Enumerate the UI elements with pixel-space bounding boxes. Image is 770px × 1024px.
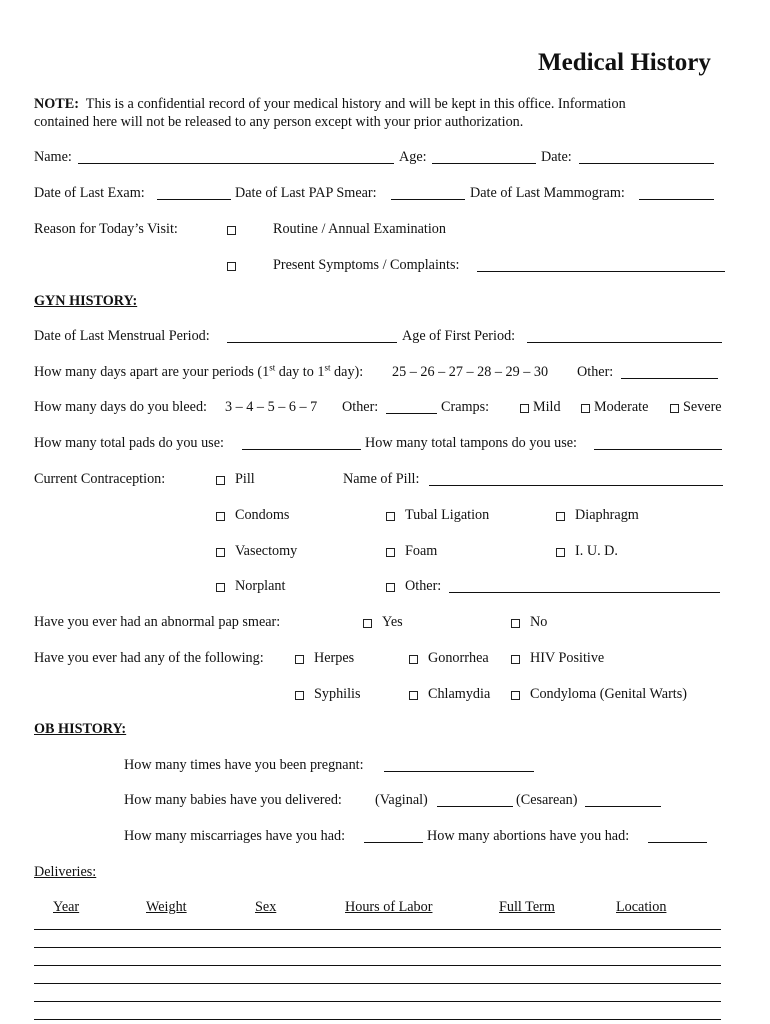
page-title: Medical History	[538, 49, 711, 76]
syphilis-label: Syphilis	[314, 686, 361, 702]
column-hours-of-labor: Hours of Labor	[345, 899, 433, 915]
hiv-checkbox[interactable]	[511, 655, 520, 664]
lmp-label: Date of Last Menstrual Period:	[34, 328, 210, 344]
symptoms-label: Present Symptoms / Complaints:	[273, 257, 460, 273]
cycle-question	[34, 363, 363, 381]
date-field[interactable]	[579, 163, 714, 164]
tubal-ligation-label: Tubal Ligation	[405, 507, 490, 523]
date-label: Date:	[541, 149, 572, 165]
note-text-2: contained here will not be released to any person except with your prior authorization.	[34, 114, 524, 130]
name-field[interactable]	[78, 163, 394, 164]
deliveries-heading: Deliveries:	[34, 864, 97, 880]
symptoms-checkbox[interactable]	[227, 262, 236, 271]
chlamydia-checkbox[interactable]	[409, 691, 418, 700]
last-pap-field[interactable]	[391, 199, 465, 200]
pads-question: How many total pads do you use:	[34, 435, 224, 451]
note-text-1: This is a confidential record of your medical history and will be kept in this office. Information	[85, 96, 626, 112]
pap-yes-label: Yes	[382, 614, 403, 630]
delivery-row[interactable]	[34, 1019, 721, 1020]
other-contraception-label: Other:	[405, 578, 442, 594]
abortions-field[interactable]	[648, 842, 707, 843]
pill-checkbox[interactable]	[216, 476, 225, 485]
tampons-field[interactable]	[594, 449, 722, 450]
bleed-options[interactable]: 3 – 4 – 5 – 6 – 7	[225, 399, 318, 415]
gonorrhea-label: Gonorrhea	[428, 650, 489, 666]
symptoms-field[interactable]	[477, 271, 725, 272]
iud-checkbox[interactable]	[556, 548, 565, 557]
syphilis-checkbox[interactable]	[295, 691, 304, 700]
cramps-mild-label: Mild	[533, 399, 561, 415]
pap-yes-checkbox[interactable]	[363, 619, 372, 628]
visit-reason-label: Reason for Today’s Visit:	[34, 221, 178, 237]
condoms-label: Condoms	[235, 507, 290, 523]
column-location: Location	[616, 899, 667, 915]
last-exam-field[interactable]	[157, 199, 231, 200]
cramps-label: Cramps:	[441, 399, 490, 415]
other-contraception-checkbox[interactable]	[386, 583, 395, 592]
pill-label: Pill	[235, 471, 255, 487]
cycle-superscript-1: st	[269, 362, 276, 373]
iud-label: I. U. D.	[575, 543, 618, 559]
cycle-other-label: Other:	[577, 364, 614, 380]
cramps-severe-checkbox[interactable]	[670, 404, 679, 413]
bleed-other-label: Other:	[342, 399, 379, 415]
pregnant-question: How many times have you been pregnant:	[124, 757, 364, 773]
cramps-severe-label: Severe	[683, 399, 722, 415]
hiv-label: HIV Positive	[530, 650, 605, 666]
name-label: Name:	[34, 149, 72, 165]
cycle-question-part-2: day to 1	[275, 364, 325, 380]
delivery-row[interactable]	[34, 965, 721, 966]
diaphragm-label: Diaphragm	[575, 507, 639, 523]
note-line-1	[34, 95, 626, 113]
condoms-checkbox[interactable]	[216, 512, 225, 521]
diaphragm-checkbox[interactable]	[556, 512, 565, 521]
herpes-checkbox[interactable]	[295, 655, 304, 664]
column-weight: Weight	[146, 899, 187, 915]
routine-label: Routine / Annual Examination	[273, 221, 446, 237]
vaginal-label: (Vaginal)	[375, 792, 428, 808]
std-question: Have you ever had any of the following:	[34, 650, 264, 666]
first-period-field[interactable]	[527, 342, 722, 343]
last-exam-label: Date of Last Exam:	[34, 185, 145, 201]
abortions-question: How many abortions have you had:	[427, 828, 630, 844]
abnormal-pap-question: Have you ever had an abnormal pap smear:	[34, 614, 281, 630]
first-period-label: Age of First Period:	[402, 328, 516, 344]
pill-name-label: Name of Pill:	[343, 471, 420, 487]
delivery-row[interactable]	[34, 947, 721, 948]
cycle-superscript-2: st	[324, 362, 331, 373]
cycle-question-part-3: day):	[330, 364, 364, 380]
cycle-options[interactable]: 25 – 26 – 27 – 28 – 29 – 30	[392, 364, 549, 380]
tampons-question: How many total tampons do you use:	[365, 435, 578, 451]
cycle-other-field[interactable]	[621, 378, 718, 379]
cesarean-field[interactable]	[585, 806, 661, 807]
vaginal-field[interactable]	[437, 806, 513, 807]
lmp-field[interactable]	[227, 342, 397, 343]
foam-checkbox[interactable]	[386, 548, 395, 557]
pregnant-field[interactable]	[384, 771, 534, 772]
norplant-label: Norplant	[235, 578, 286, 594]
routine-checkbox[interactable]	[227, 226, 236, 235]
ob-history-heading: OB HISTORY:	[34, 721, 127, 737]
vasectomy-checkbox[interactable]	[216, 548, 225, 557]
bleed-question: How many days do you bleed:	[34, 399, 207, 415]
miscarriages-question: How many miscarriages have you had:	[124, 828, 346, 844]
cramps-moderate-checkbox[interactable]	[581, 404, 590, 413]
cramps-moderate-label: Moderate	[594, 399, 649, 415]
last-pap-label: Date of Last PAP Smear:	[235, 185, 377, 201]
age-field[interactable]	[432, 163, 536, 164]
condyloma-checkbox[interactable]	[511, 691, 520, 700]
other-contraception-field[interactable]	[449, 592, 720, 593]
age-label: Age:	[399, 149, 427, 165]
delivery-row[interactable]	[34, 983, 721, 984]
cramps-mild-checkbox[interactable]	[520, 404, 529, 413]
pads-field[interactable]	[242, 449, 361, 450]
vasectomy-label: Vasectomy	[235, 543, 298, 559]
chlamydia-label: Chlamydia	[428, 686, 491, 702]
pap-no-label: No	[530, 614, 548, 630]
contraception-label: Current Contraception:	[34, 471, 166, 487]
cycle-question-part-1: How many days apart are your periods (1	[34, 364, 270, 380]
last-mammogram-field[interactable]	[639, 199, 714, 200]
column-sex: Sex	[255, 899, 277, 915]
norplant-checkbox[interactable]	[216, 583, 225, 592]
tubal-ligation-checkbox[interactable]	[386, 512, 395, 521]
herpes-label: Herpes	[314, 650, 355, 666]
pill-name-field[interactable]	[429, 485, 723, 486]
foam-label: Foam	[405, 543, 438, 559]
delivery-row[interactable]	[34, 1001, 721, 1002]
bleed-other-field[interactable]	[386, 413, 437, 414]
cesarean-label: (Cesarean)	[516, 792, 578, 808]
condyloma-label: Condyloma (Genital Warts)	[530, 686, 687, 702]
note-label: NOTE:	[34, 96, 79, 112]
column-full-term: Full Term	[499, 899, 555, 915]
gyn-history-heading: GYN HISTORY:	[34, 293, 138, 309]
pap-no-checkbox[interactable]	[511, 619, 520, 628]
miscarriages-field[interactable]	[364, 842, 423, 843]
delivery-row[interactable]	[34, 929, 721, 930]
gonorrhea-checkbox[interactable]	[409, 655, 418, 664]
delivered-question: How many babies have you delivered:	[124, 792, 342, 808]
column-year: Year	[53, 899, 80, 915]
last-mammogram-label: Date of Last Mammogram:	[470, 185, 625, 201]
